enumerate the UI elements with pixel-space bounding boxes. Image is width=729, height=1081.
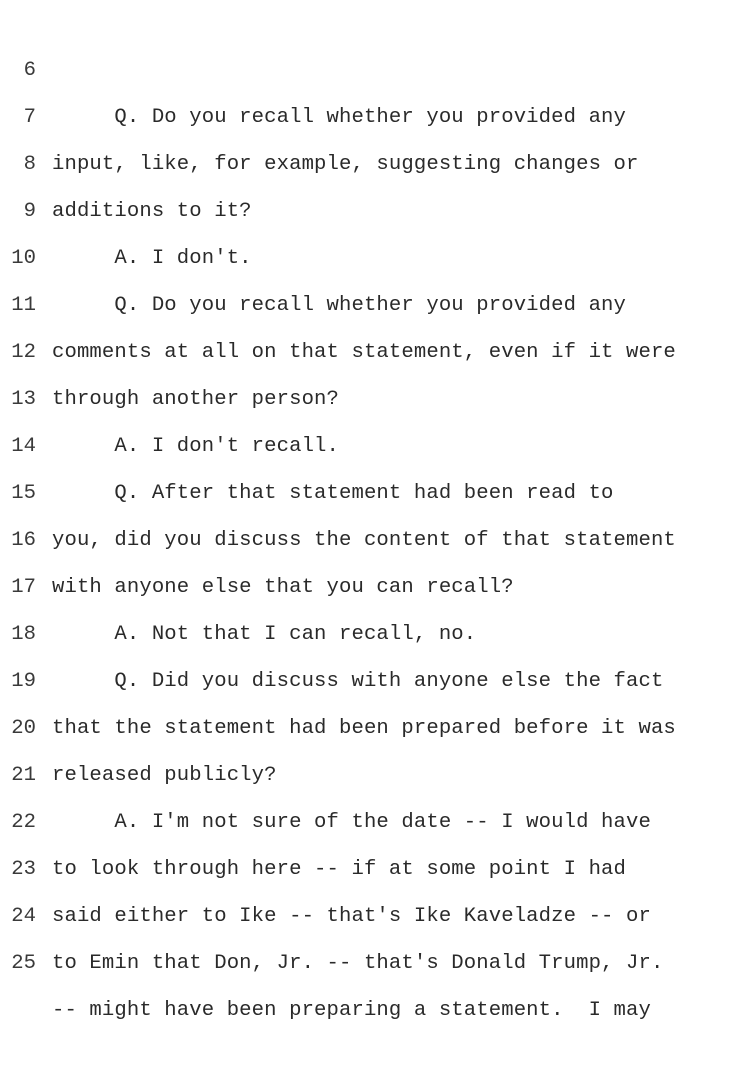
line-number: 6 (23, 59, 36, 82)
line-number: 15 (11, 482, 36, 505)
line-number: 8 (23, 153, 36, 176)
line-text: Q. Do you recall whether you provided any (52, 294, 626, 317)
line-text: input, like, for example, suggesting changes or (52, 153, 639, 176)
line-text: Q. After that statement had been read to (52, 482, 614, 505)
line-text: said either to Ike -- that's Ike Kaveladze -- or (52, 905, 651, 928)
line-text: through another person? (52, 388, 339, 411)
line-text: to Emin that Don, Jr. -- that's Donald Trump, Jr. (52, 952, 664, 975)
line-text: additions to it? (52, 200, 252, 223)
line-number: 20 (11, 717, 36, 740)
line-number: 21 (11, 764, 36, 787)
line-text: released publicly? (52, 764, 277, 787)
line-text: Q. Do you recall whether you provided any (52, 106, 626, 129)
line-text: A. Not that I can recall, no. (52, 623, 477, 646)
line-text: you, did you discuss the content of that statement (52, 529, 676, 552)
line-text: A. I don't recall. (52, 435, 339, 458)
line-text: -- might have been preparing a statement. I may (52, 999, 651, 1022)
line-number: 19 (11, 670, 36, 693)
line-text: to look through here -- if at some point I had (52, 858, 626, 881)
line-text: that the statement had been prepared before it was (52, 717, 676, 740)
line-number: 11 (11, 294, 36, 317)
line-number: 13 (11, 388, 36, 411)
line-text: A. I don't. (52, 247, 252, 270)
line-number: 14 (11, 435, 36, 458)
line-text: comments at all on that statement, even if it were (52, 341, 676, 364)
line-number: 10 (11, 247, 36, 270)
line-number: 18 (11, 623, 36, 646)
line-number: 17 (11, 576, 36, 599)
line-text: A. I'm not sure of the date -- I would have (52, 811, 651, 834)
line-number: 23 (11, 858, 36, 881)
line-text: Q. Did you discuss with anyone else the fact (52, 670, 664, 693)
line-number: 12 (11, 341, 36, 364)
line-number: 16 (11, 529, 36, 552)
line-number: 7 (23, 106, 36, 129)
transcript-line (0, 0, 729, 129)
line-number: 9 (23, 200, 36, 223)
line-text: with anyone else that you can recall? (52, 576, 514, 599)
line-number: 24 (11, 905, 36, 928)
line-number: 25 (11, 952, 36, 975)
line-number: 22 (11, 811, 36, 834)
